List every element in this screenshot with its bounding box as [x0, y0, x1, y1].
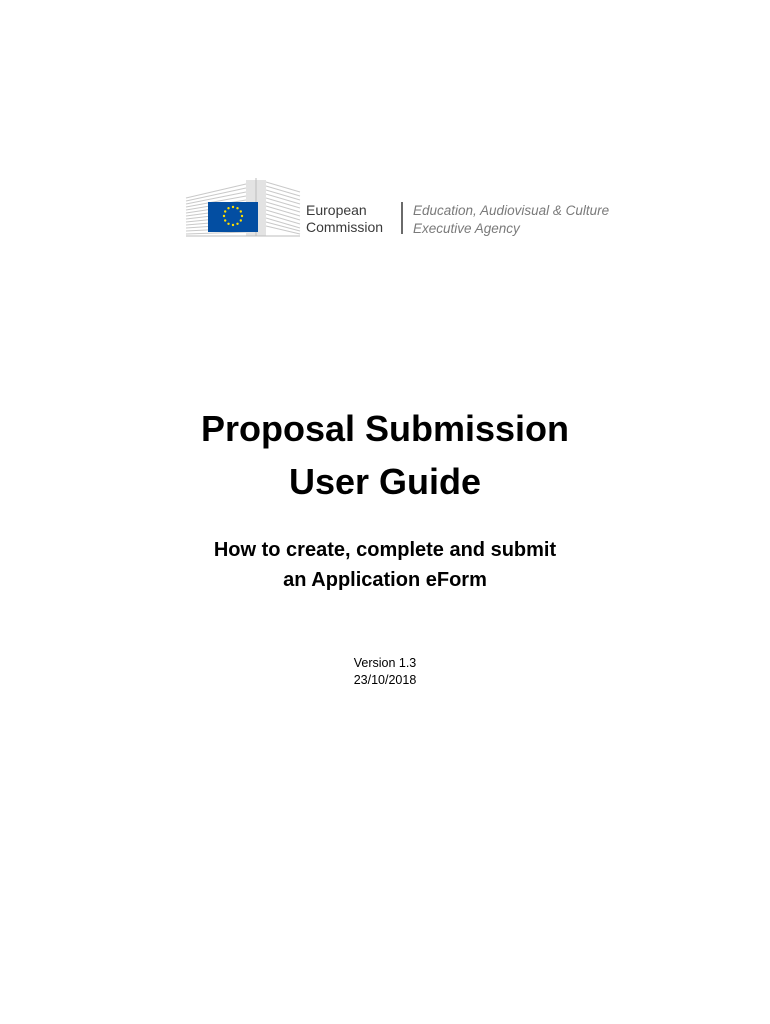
agency-logo [184, 176, 624, 238]
berlaymont-building-icon [184, 176, 302, 238]
agency-name [413, 202, 609, 237]
document-title-line2: User Guide [288, 461, 482, 502]
document-subtitle [0, 535, 770, 595]
document-subtitle-line1: How to create, complete and submit [213, 539, 557, 561]
logo-divider [401, 202, 403, 234]
commission-name-line2: Commission [306, 219, 384, 235]
commission-name [306, 202, 383, 236]
document-meta [0, 655, 770, 689]
document-version: Version 1.3 [353, 656, 417, 670]
agency-name-line2: Executive Agency [413, 220, 520, 236]
document-title-line1: Proposal Submission [200, 408, 570, 449]
document-date: 23/10/2018 [353, 673, 417, 687]
document-title [0, 402, 770, 508]
document-subtitle-line2: an Application eForm [283, 569, 487, 591]
agency-name-line1: Education, Audiovisual & Culture [413, 203, 610, 218]
commission-name-line1: European [306, 202, 367, 218]
